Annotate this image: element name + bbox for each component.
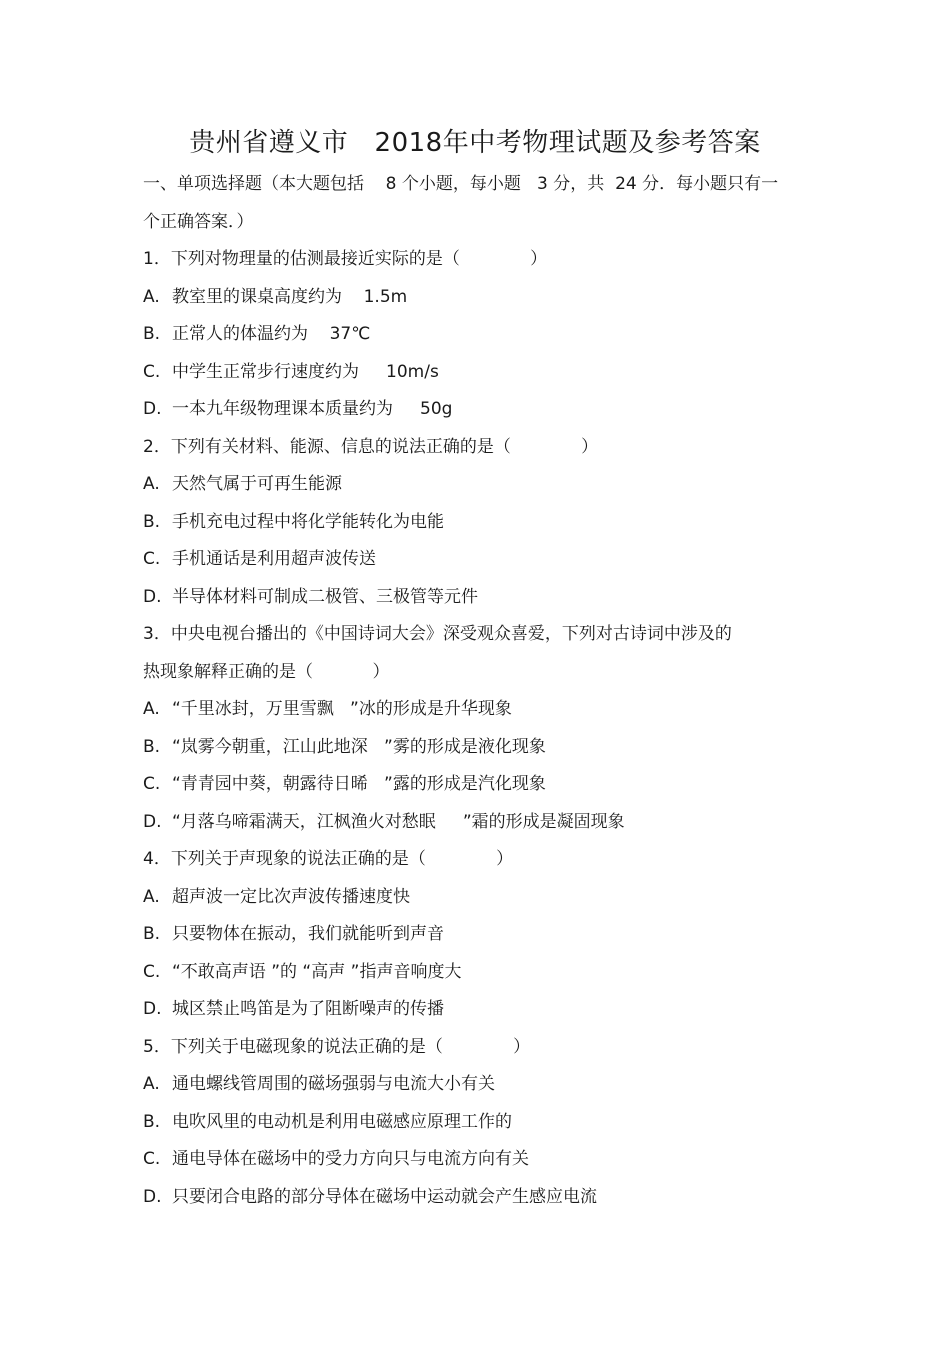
option-letter: C. xyxy=(143,1149,161,1169)
option-text: 超声波一定比次声波传播速度快 xyxy=(172,886,410,907)
question-stem: 4．下列关于声现象的说法正确的是（ ） xyxy=(143,849,514,869)
option-letter: B. xyxy=(143,1111,161,1132)
option-letter: B. xyxy=(143,924,161,944)
option-b xyxy=(143,316,823,354)
option-b xyxy=(143,504,823,542)
option-letter: B. xyxy=(143,736,161,757)
option-letter: C. xyxy=(143,549,161,569)
option-text: “千里冰封，万里雪飘 ”冰的形成是升华现象 xyxy=(172,699,512,719)
option-letter: C. xyxy=(143,361,161,382)
option-letter: A. xyxy=(143,1074,160,1094)
option-b xyxy=(143,729,823,767)
option-text: 教室里的课桌高度约为 1.5m xyxy=(172,286,408,307)
option-a xyxy=(143,1066,823,1104)
question-stem: 3．中央电视台播出的《中国诗词大会》深受观众喜爱，下列对古诗词中涉及的 xyxy=(143,624,732,644)
option-text: “月落乌啼霜满天，江枫渔火对愁眠 ”霜的形成是凝固现象 xyxy=(172,811,625,832)
option-text: 城区禁止鸣笛是为了阻断噪声的传播 xyxy=(172,999,444,1019)
option-text: 通电导体在磁场中的受力方向只与电流方向有关 xyxy=(172,1149,529,1169)
option-c xyxy=(143,1141,823,1179)
option-c xyxy=(143,766,823,804)
question-stem: 1．下列对物理量的估测最接近实际的是（ ） xyxy=(143,249,548,269)
option-text: 手机通话是利用超声波传送 xyxy=(172,549,376,569)
option-letter: A. xyxy=(143,286,160,307)
option-a xyxy=(143,879,823,917)
option-letter: D. xyxy=(143,811,162,832)
option-a xyxy=(143,466,823,504)
option-letter: D. xyxy=(143,1186,162,1207)
question-3 xyxy=(143,616,823,841)
question-1 xyxy=(143,241,823,429)
option-d xyxy=(143,804,823,842)
option-text: “岚雾今朝重，江山此地深 ”雾的形成是液化现象 xyxy=(172,736,546,757)
option-a xyxy=(143,691,823,729)
option-d xyxy=(143,579,823,617)
option-letter: C. xyxy=(143,774,161,794)
option-text: 通电螺线管周围的磁场强弱与电流大小有关 xyxy=(172,1074,495,1094)
option-letter: A. xyxy=(143,474,160,494)
question-5 xyxy=(143,1029,823,1217)
section-heading-continued: 个正确答案．） xyxy=(143,211,254,232)
option-text: 只要物体在振动，我们就能听到声音 xyxy=(172,924,444,944)
question-stem: 5．下列关于电磁现象的说法正确的是（ ） xyxy=(143,1036,531,1057)
option-text: 半导体材料可制成二极管、三极管等元件 xyxy=(172,586,478,607)
option-d xyxy=(143,1179,823,1217)
option-text: 只要闭合电路的部分导体在磁场中运动就会产生感应电流 xyxy=(172,1186,597,1207)
option-letter: D. xyxy=(143,999,162,1019)
option-c xyxy=(143,541,823,579)
option-letter: B. xyxy=(143,511,161,532)
option-text: 正常人的体温约为 37℃ xyxy=(172,324,371,344)
option-text: 手机充电过程中将化学能转化为电能 xyxy=(172,511,444,532)
section-heading: 一、单项选择题（本大题包括 8 个小题，每小题 3 分，共 24 分．每小题只有一 xyxy=(143,174,779,194)
document-title: 贵州省遵义市 2018年中考物理试题及参考答案 xyxy=(189,128,761,158)
option-b xyxy=(143,916,823,954)
option-text: 电吹风里的电动机是利用电磁感应原理工作的 xyxy=(172,1111,512,1132)
option-b xyxy=(143,1104,823,1142)
question-stem: 2．下列有关材料、能源、信息的说法正确的是（ ） xyxy=(143,436,599,457)
option-letter: A. xyxy=(143,886,160,907)
option-text: “青青园中葵，朝露待日晞 ”露的形成是汽化现象 xyxy=(172,774,546,794)
document-body xyxy=(143,166,823,1216)
option-letter: A. xyxy=(143,699,160,719)
option-letter: C. xyxy=(143,961,161,982)
option-letter: D. xyxy=(143,399,162,419)
option-text: “不敢高声语 ”的 “高声 ”指声音响度大 xyxy=(172,961,462,982)
option-d xyxy=(143,991,823,1029)
option-text: 一本九年级物理课本质量约为 50g xyxy=(172,399,453,419)
option-c xyxy=(143,954,823,992)
question-stem-continued: 热现象解释正确的是（ ） xyxy=(143,661,390,682)
option-text: 中学生正常步行速度约为 10m/s xyxy=(172,361,439,382)
question-4 xyxy=(143,841,823,1029)
question-2 xyxy=(143,429,823,617)
option-c xyxy=(143,354,823,392)
option-letter: D. xyxy=(143,586,162,607)
option-a xyxy=(143,279,823,317)
option-text: 天然气属于可再生能源 xyxy=(172,474,342,494)
option-letter: B. xyxy=(143,324,161,344)
option-d xyxy=(143,391,823,429)
